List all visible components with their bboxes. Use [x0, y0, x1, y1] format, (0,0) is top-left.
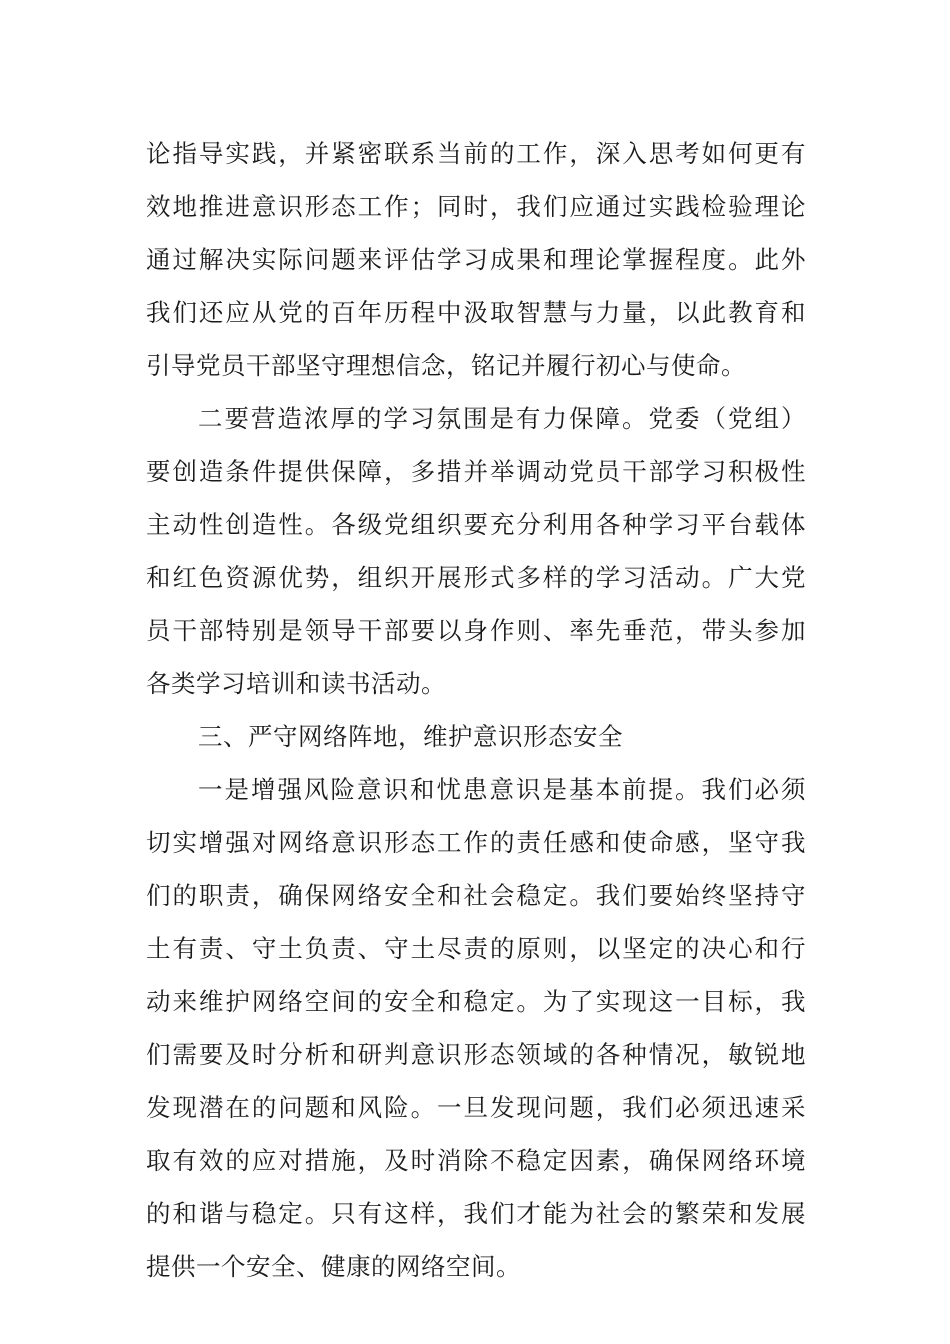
text-line: 提供一个安全、健康的网络空间。: [146, 1252, 521, 1281]
text-line: 的和谐与稳定。只有这样，我们才能为社会的繁荣和发展: [146, 1199, 806, 1228]
paragraph-start-line: 二要营造浓厚的学习氛围是有力保障。党委（党组）: [198, 404, 806, 433]
text-line: 员干部特别是领导干部要以身作则、率先垂范，带头参加: [146, 616, 806, 645]
text-line: 要创造条件提供保障，多措并举调动党员干部学习积极性: [146, 457, 806, 486]
section-heading: 三、严守网络阵地，维护意识形态安全: [198, 722, 623, 751]
text-line: 和红色资源优势，组织开展形式多样的学习活动。广大党: [146, 563, 806, 592]
text-line: 切实增强对网络意识形态工作的责任感和使命感，坚守我: [146, 828, 806, 857]
text-line: 土有责、守土负责、守土尽责的原则，以坚定的决心和行: [146, 934, 806, 963]
text-line: 效地推进意识形态工作；同时，我们应通过实践检验理论: [146, 192, 806, 221]
text-line: 通过解决实际问题来评估学习成果和理论掌握程度。此外: [146, 245, 806, 274]
text-line: 主动性创造性。各级党组织要充分利用各种学习平台载体: [146, 510, 806, 539]
text-line: 动来维护网络空间的安全和稳定。为了实现这一目标，我: [146, 987, 806, 1016]
text-line: 引导党员干部坚守理想信念，铭记并履行初心与使命。: [146, 351, 746, 380]
paragraph-start-line: 一是增强风险意识和忧患意识是基本前提。我们必须: [198, 775, 806, 804]
text-line: 们需要及时分析和研判意识形态领域的各种情况，敏锐地: [146, 1040, 806, 1069]
text-line: 取有效的应对措施，及时消除不稳定因素，确保网络环境: [146, 1146, 806, 1175]
text-line: 发现潜在的问题和风险。一旦发现问题，我们必须迅速采: [146, 1093, 806, 1122]
text-line: 我们还应从党的百年历程中汲取智慧与力量，以此教育和: [146, 298, 806, 327]
text-line: 们的职责，确保网络安全和社会稳定。我们要始终坚持守: [146, 881, 806, 910]
document-body: [146, 127, 806, 1293]
text-line: 论指导实践，并紧密联系当前的工作，深入思考如何更有: [146, 139, 806, 168]
text-line: 各类学习培训和读书活动。: [146, 669, 446, 698]
